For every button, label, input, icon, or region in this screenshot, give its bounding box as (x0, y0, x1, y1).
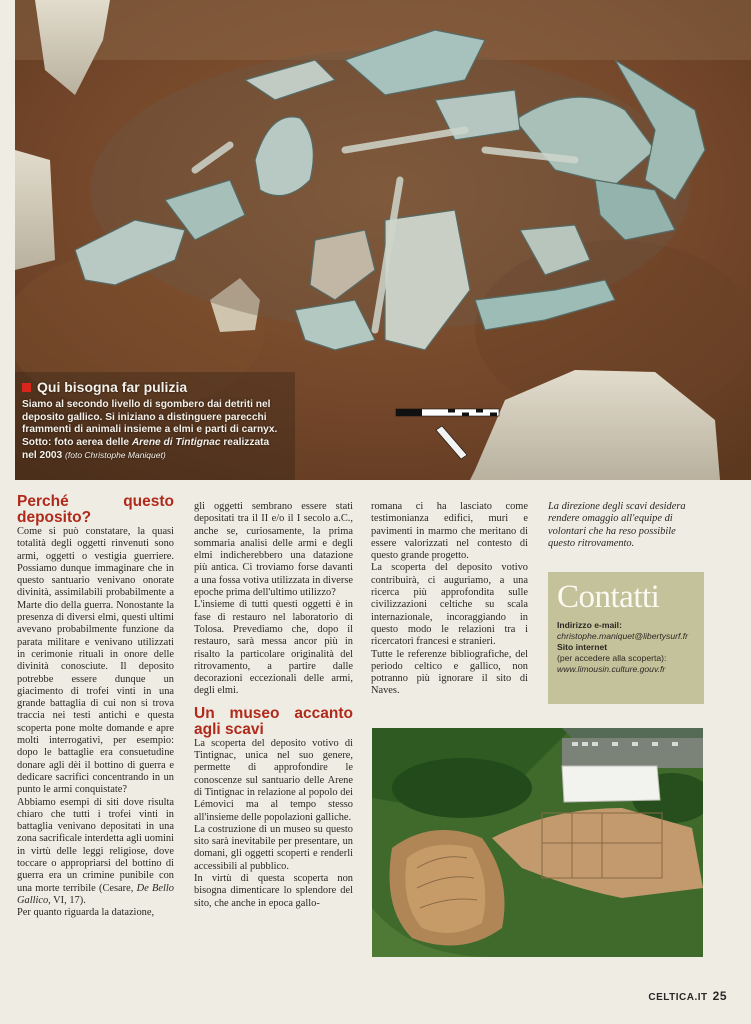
column-4 (548, 501, 704, 550)
contatti-box (548, 572, 704, 704)
photo-caption (22, 378, 282, 463)
caption-title (22, 378, 282, 396)
paragraph: Per quanto riguarda la datazione, (17, 907, 155, 919)
site-note: (per accedere alla scoperta): (557, 653, 667, 663)
section-heading-museo: Un museo accanto agli scavi (194, 704, 353, 738)
paragraph: La scoperta del deposito votivo contribuirà, ci auguriamo, a una ricerca più approfondita sulle civilizzazioni celtiche su scala internazionale, incoraggiando in questo modo le relazioni tra i ricercatori francesi e stranieri. (371, 562, 528, 648)
paragraph: L'insieme di tutti questi oggetti è in fase di restauro nel laboratorio di Tolosa. Prevediamo che, dopo il restauro, sarà messa ancor più in risalto la particolare originalità del ritrovamento, a partire dalle decorazioni eccezionali delle armi, degli elmi. (194, 599, 353, 697)
site-label: Sito internet (557, 642, 608, 652)
paragraph: In virtù di questa scoperta non bisogna dimenticare lo splendore del sito, che anche in epoca gallo- (194, 873, 353, 909)
photo-credit: (foto Christophe Maniquet) (65, 450, 166, 461)
contatti-body (557, 620, 704, 675)
paragraph-text: Abbiamo esempi di siti dove risulta chiaro che tutti i trofei vinti in battaglia venivano depositati in una zona sacrificale interdetta agli uomini in virtù delle leggi religiose, dove toccare o appropriarsi del bottino di guerra era un crimine punibile con una morte terribile (Cesare, (17, 796, 174, 894)
caption-title-text: Qui bisogna far pulizia (37, 379, 188, 395)
column-3 (371, 501, 528, 698)
paragraph-text: , VI, 17). (48, 894, 86, 906)
paragraph: La scoperta del deposito votivo di Tintignac, unica nel suo genere, permette di approfondire le conoscenze sul santuario delle Arene di Tintignac in relazione al popolo dei Lémovici ma al tempo stesso all'insieme delle popolazioni galliche. (194, 737, 353, 823)
paragraph (17, 797, 174, 908)
aerial-photo-drawing (372, 728, 703, 957)
caption-text: Siamo al secondo livello di sgombero dai detriti nel deposito gallico. Si iniziano a distinguere parecchi frammenti di animali insieme a elmi e parti di carnyx. Sotto: foto aerea delle (22, 399, 278, 448)
paragraph: Come si può constatare, la quasi totalità degli oggetti rinvenuti sono armi, oggetti o vestigia guerriere. Possiamo dunque immaginare che in questo santuario venivano onorate divinità, assimilabili probabilmente a Marte dio della guerra. Nonostante la presenza di diversi elmi, questi ultimi avevano probabilmente funzione da parata militare e venivano utilizzati in cerimonie rituali in onore delle divinità conosciute. Il deposito potrebbe essere dunque un giacimento di trofei vinti in una grande battaglia di cui non si trova traccia nei testi antichi e questa scoperta pone molte domande e apre molti interrogativi, per esempio: dopo le battaglie era consuetudine donare agli dèi il bottino di guerra e dedicare sacrifici concentrando in un punto le armi conquistate? (17, 526, 174, 796)
site-link[interactable]: www.limousin.culture.gouv.fr (557, 664, 666, 674)
citation-title: De Bello Gallico (17, 882, 174, 906)
magazine-name: CELTICA.IT (648, 992, 708, 1003)
email-label: Indirizzo e-mail: (557, 620, 622, 630)
red-square-bullet-icon (22, 383, 31, 392)
aerial-photo (372, 728, 703, 957)
page-footer (648, 989, 727, 1003)
paragraph: Tutte le referenze bibliografiche, del periodo celtico e gallico, non potranno più ignorare il sito di Naves. (371, 648, 528, 697)
email-link[interactable]: christophe.maniquet@libertysurf.fr (557, 631, 689, 641)
caption-italic-text: Arene di Tintignac (131, 436, 221, 448)
page-number: 25 (712, 989, 727, 1003)
paragraph: romana ci ha lasciato come testimonianza edifici, muri e pavimenti in marmo che meritano di essere valorizzati nel contesto di questo grande progetto. (371, 501, 528, 562)
tribute-note: La direzione degli scavi desidera rendere omaggio all'equipe di volontari che ha reso possibile questo ritrovamento. (548, 501, 686, 549)
section-heading-perche: Perché questo deposito? (17, 493, 174, 526)
paragraph: gli oggetti sembrano essere stati depositati tra il II e/o il I secolo a.C., anche se, curiosamente, la prima sommaria analisi delle armi e degli elmi indicherebbero una datazione più antica. Ci troviamo forse davanti a una fossa votiva utilizzata in diverse epoche prima dell'ultimo utilizzo? (194, 501, 353, 599)
column-2 (194, 501, 353, 910)
contatti-title: Contatti (557, 579, 660, 615)
caption-text-end: realizzata nel 2003 (22, 436, 270, 462)
paragraph: La costruzione di un museo su questo sito sarà inevitabile per presentare, un domani, gli oggetti scoperti e renderli accessibili al pubblico. (194, 823, 353, 872)
column-1 (17, 494, 174, 920)
